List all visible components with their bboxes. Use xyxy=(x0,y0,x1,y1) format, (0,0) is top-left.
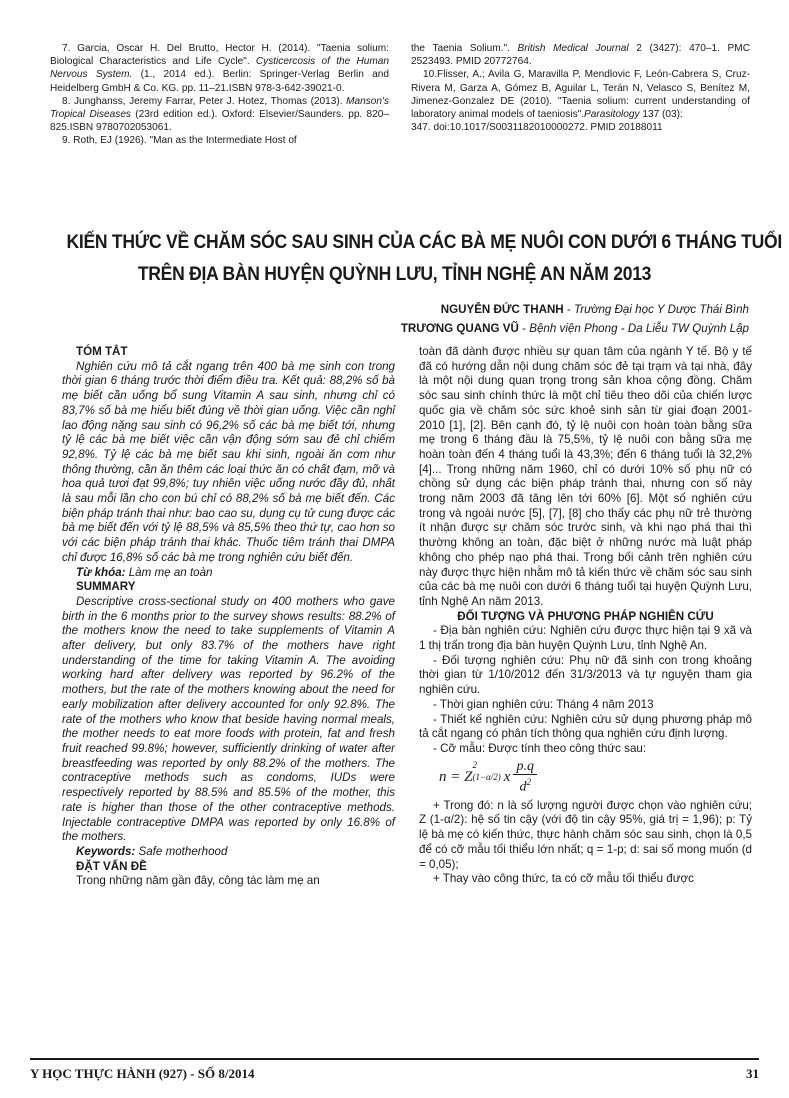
introduction-heading: ĐẶT VẤN ĐỀ xyxy=(76,859,147,873)
keywords-vi-value: Làm mẹ an toàn xyxy=(125,565,213,579)
formula-substitution: + Thay vào công thức, ta có cỡ mẫu tối thiểu được xyxy=(433,872,694,886)
method-item: - Địa bàn nghiên cứu: Nghiên cứu được thực hiện tại 9 xã và 1 thị trấn trong địa bàn huyện Quỳnh Lưu, tỉnh Nghệ An. xyxy=(419,624,752,653)
title-line-1: KIẾN THỨC VỀ CHĂM SÓC SAU SINH CỦA CÁC BÀ MẸ NUÔI CON DƯỚI 6 THÁNG TUỔI xyxy=(66,231,783,253)
formula-explanation: + Trong đó: n là số lượng người được chọn vào nghiên cứu; Z (1-α/2): hệ số tin cậy (với độ tin cậy 95%, giá trị = 1,96); p: Tỷ lệ bà mẹ có kiến thức, thực hành chăm sóc sau sinh, chọn là 0,5 để có cỡ mẫu tối thiểu lớn nhất; q = 1-p; d: sai số mong muốn (d = 0,05); xyxy=(419,798,752,871)
keywords-en-label: Keywords: xyxy=(76,844,136,858)
method-item: - Cỡ mẫu: Được tính theo công thức sau: xyxy=(433,741,647,755)
reference-entry: 347. doi:10.1017/S0031182010000272. PMID 20188011 xyxy=(411,122,663,134)
references-left-column xyxy=(50,42,389,148)
references-section xyxy=(50,42,750,148)
title-line-2: TRÊN ĐỊA BÀN HUYỆN QUỲNH LƯU, TỈNH NGHỆ AN NĂM 2013 xyxy=(137,263,652,285)
article-body xyxy=(62,345,752,889)
journal-name: Y HỌC THỰC HÀNH (927) - SỐ 8/2014 xyxy=(30,1066,255,1081)
author-list xyxy=(189,300,749,338)
method-item: - Đối tượng nghiên cứu: Phụ nữ đã sinh con trong khoảng thời gian từ 1/10/2012 đến 31/3/2013 và tự nguyện tham gia nghiên cứu. xyxy=(419,653,752,697)
author-name: TRƯƠNG QUANG VŨ xyxy=(400,322,519,335)
formula-numerator: p.q xyxy=(513,760,537,776)
abstract-vi-heading: TÓM TẮT xyxy=(76,345,128,358)
formula-subscript: (1−α/2) xyxy=(472,772,501,783)
formula-x: x xyxy=(503,769,511,786)
references-right-column xyxy=(411,42,750,148)
keywords-vi-label: Từ khóa: xyxy=(76,565,126,579)
reference-entry: 7. Garcia, Oscar H. Del Brutto, Hector H. (2014). "Taenia solium: Biological Characteristics and Life Cycle". Cysticercosis of the Human Nervous System. (1., 2014 ed.). Berlin: Springer-Verlag Berlin and Heidelberg GmbH & Co. KG. pp. 11–21.ISBN 978-3-642-39021-0. xyxy=(50,43,389,94)
article-title xyxy=(30,226,783,290)
author-2: TRƯƠNG QUANG VŨ - Bệnh viện Phong - Da Liễu TW Quỳnh Lập xyxy=(400,322,749,335)
sample-size-formula xyxy=(419,757,752,799)
keywords-vi xyxy=(62,566,395,581)
keywords-en xyxy=(62,845,395,860)
author-affiliation: Bệnh viện Phong - Da Liễu TW Quỳnh Lập xyxy=(529,322,749,335)
formula-fraction xyxy=(513,760,537,796)
reference-entry: 10.Flisser, A.; Avila G, Maravilla P, Mendlovic F, León-Cabrera S, Cruz-Rivera M, Garza A, Gómez B, Aguilar L, Terán N, Velasco S, Benítez M, Jimenez-Gonzalez DE (2010). "Taenia solium: current understanding of laboratory animal models of taeniosis".Parasitology 137 (03): xyxy=(411,69,750,121)
author-name: NGUYỄN ĐỨC THANH xyxy=(440,303,564,316)
reference-entry: the Taenia Solium.". British Medical Journal 2 (3427): 470–1. PMC 2523493. PMID 20772764. xyxy=(411,43,750,68)
keywords-en-value: Safe motherhood xyxy=(135,844,228,858)
reference-entry: 9. Roth, EJ (1926). "Man as the Intermediate Host of xyxy=(62,135,297,147)
summary-text: Descriptive cross-sectional study on 400 mothers who gave birth in the 6 months prior to the survey shows results: 88.2% of the mothers know the need to take supplements of Vitamin A after delivery, but only 83.7% of the mothers have right understanding of the time for taking Vitamin A. The avoiding working hard after delivery was reported by 96.2% of the mothers, but the rate of the mothers knowing about the need for early mobilization after delivery accounted for only 92.8%. The rate of the mothers who know that beside having normal meals, the mother needs to eat more foods with protein, fat and fresh fruit reached 99.8%; however, sufficiently drinking of water after breastfeeding was reported by only 88.2% of the mothers. The contraceptive methods such as condoms, IUDs were respectively reported by 88.5% and 85.5% of the mother, this rate is higher than those of the other contraceptive methods. Injectable contraceptive DMPA was reported by only 16.8% of the mothers. xyxy=(62,594,395,844)
method-item: - Thời gian nghiên cứu: Tháng 4 năm 2013 xyxy=(433,697,654,711)
introduction-text: Trong những năm gần đây, công tác làm mẹ an xyxy=(76,874,320,888)
author-1: NGUYỄN ĐỨC THANH - Trường Đại học Y Dược Thái Bình xyxy=(440,303,749,316)
reference-entry: 8. Junghanss, Jeremy Farrar, Peter J. Hotez, Thomas (2013). Manson's Tropical Diseases (23rd edition ed.). Oxford: Elsevier/Saunders. pp. 820–825.ISBN 9780702053061. xyxy=(50,95,390,134)
author-affiliation: Trường Đại học Y Dược Thái Bình xyxy=(574,303,749,316)
formula-sub xyxy=(472,760,501,785)
page-footer xyxy=(30,1066,759,1082)
introduction-continued: toàn đã dành được nhiều sự quan tâm của ngành Y tế. Bộ y tế đã có hướng dẫn nội dung chăm sóc đẻ tại trạm và tại nhà, đây là một nội dung quan trọng trong sản khoa cộng đồng. Chăm sóc sau sinh chính thức là một chỉ tiêu theo dõi của chiến lược quốc gia về chăm sóc sức khoẻ sinh sản từ giai đoạn 2001- 2010 [1], [2]. Bên cạnh đó, tỷ lệ nuôi con hoàn toàn bằng sữa mẹ trong 6 tháng đầu là 75,5%, tỷ lệ nuôi con bằng sữa mẹ hoàn toàn đến 4 tháng tuổi là 43,3%; đến 6 tháng tuổi là 32,2% [4]... Trong những năm 1960, chỉ có dưới 10% số phụ nữ có chồng sử dụng các biện pháp tránh thai, nhưng con số này trong năm 2003 đã tăng lên tới 60% [6]. Một số nghiên cứu trong và ngoài nước [5], [7], [8] cho thấy các phụ nữ trẻ thường ít nhận được sự chăm sóc trước sinh, và khi nạo phá thai thì thường không an toàn, đặc biệt ở những nước mà luật pháp không cho phép nạo phá thai. Trong bối cảnh trên nghiên cứu này được thực hiện nhằm mô tả kiến thức về chăm sóc sau sinh của các bà mẹ nuôi con dưới 6 tháng tuổi tại huyện Quỳnh Lưu, tỉnh Nghệ An năm 2013. xyxy=(419,345,752,608)
method-item: - Thiết kế nghiên cứu: Nghiên cứu sử dụng phương pháp mô tả cắt ngang có phân tích thông qua nghiên cứu định lượng. xyxy=(419,712,752,741)
footer-rule xyxy=(30,1058,759,1060)
formula-sup: 2 xyxy=(472,760,477,771)
methods-heading: ĐỐI TƯỢNG VÀ PHƯƠNG PHÁP NGHIÊN CỨU xyxy=(457,609,714,623)
summary-heading: SUMMARY xyxy=(76,580,136,594)
left-column xyxy=(62,345,395,889)
page-number: 31 xyxy=(746,1066,759,1081)
formula-lhs: n = Z xyxy=(439,769,473,786)
abstract-vi-text: Nghiên cứu mô tả cắt ngang trên 400 bà mẹ sinh con trong thời gian 6 tháng trước thời điểm điều tra. Kết quả: 88,2% số bà mẹ biết cần uống bổ sung Vitamin A sau sinh, nhưng chỉ có 83,7% số bà mẹ hiểu biết đúng về thời gian uống. Việc cần nghỉ lao động nặng sau sinh có 96,2% số các bà mẹ biết tới, nhưng tỷ lệ các bà mẹ biết việc cần vận động sớm sau đẻ chỉ chiếm 92,8%. Tỷ lệ các bà mẹ biết sau khi sinh, ngoài ăn cơm như thông thường, cần ăn thêm các loại thức ăn có chất đạm, mỡ và hoa quả tươi đạt 99,8%; tuy nhiên việc uống nước đầy đủ, nhất là sau mỗi lần cho con bú chỉ có 88,2% số bà mẹ biết đến. Các biện pháp tránh thai như: bao cao su, dụng cụ tử cung được các bà mẹ biết đến với tỷ lệ 88,5% và 85,5% theo thứ tự, cao hơn so với các biện pháp tránh thai khác. Thuốc tiêm tránh thai DMPA chỉ được 16,8% số các bà mẹ trong nghiên cứu biết đến. xyxy=(62,359,395,564)
right-column xyxy=(419,345,752,889)
formula-denominator: $d^2$ xyxy=(519,777,531,796)
